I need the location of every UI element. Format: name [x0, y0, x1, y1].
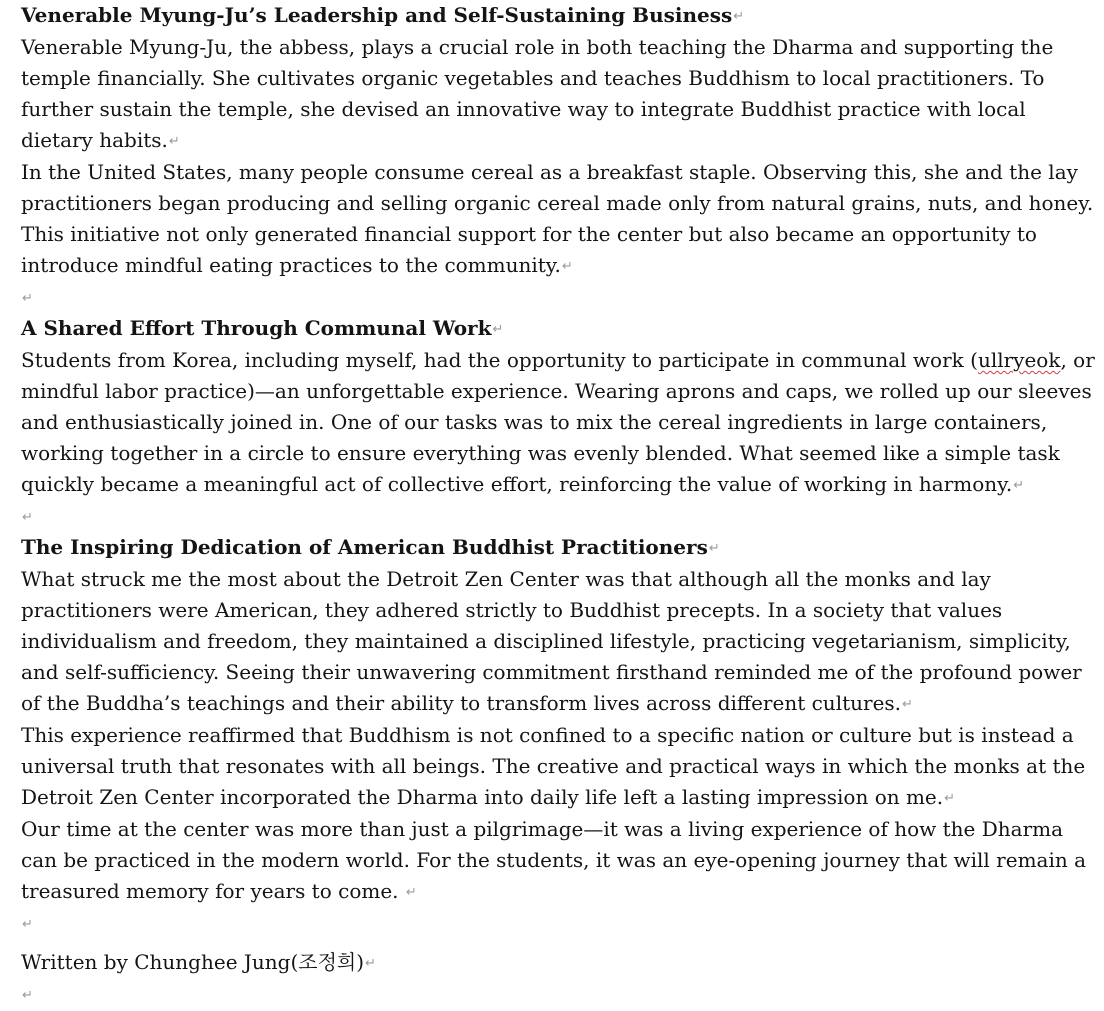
paragraph-mark-icon: ↵	[22, 988, 33, 1003]
section-heading	[21, 313, 1101, 345]
paragraph-text: What struck me the most about the Detroit Zen Center was that although all the monks and lay practitioners were American, they adhered strictly to Buddhist precepts. In a society that values individualism and freedom, they maintained a disciplined lifestyle, practicing vegetarianism, simplicity, and self-sufficiency. Seeing their unwavering commitment firsthand reminded me of the profound power of the Buddha’s teachings and their ability to transform lives across different cultures.	[21, 567, 1082, 715]
paragraph-mark-icon: ↵	[561, 259, 573, 274]
signature-text: Written by Chunghee Jung(조정희)	[21, 950, 365, 974]
paragraph-text: Our time at the center was more than just a pilgrimage—it was a living experience of how the Dharma can be practiced in the modern world. For the students, it was an eye-opening journey that will remain a treasured memory for years to come.	[21, 817, 1087, 903]
paragraph-text: Venerable Myung-Ju, the abbess, plays a crucial role in both teaching the Dharma and supporting the temple financially. She cultivates organic vegetables and teaches Buddhism to local practitioners. To further sustain the temple, she devised an innovative way to integrate Buddhist practice with local dietary habits.	[21, 35, 1054, 152]
misspelled-word[interactable]: ullryeok	[977, 348, 1061, 372]
paragraph-mark-icon: ↵	[22, 291, 33, 306]
body-paragraph	[21, 157, 1101, 282]
empty-paragraph	[21, 908, 1101, 939]
body-paragraph	[21, 720, 1101, 814]
body-paragraph	[21, 814, 1101, 908]
author-signature	[21, 947, 1101, 979]
body-paragraph	[21, 32, 1101, 157]
paragraph-text: This experience reaffirmed that Buddhism is not confined to a specific nation or culture but is instead a universal truth that resonates with all beings. The creative and practical ways in which the monks at the Detroit Zen Center incorporated the Dharma into daily life left a lasting impression on me.	[21, 723, 1086, 809]
paragraph-text: Students from Korea, including myself, had the opportunity to participate in communal work (	[21, 348, 978, 372]
paragraph-mark-icon: ↵	[365, 956, 376, 971]
empty-paragraph	[21, 979, 1101, 1010]
paragraph-mark-icon: ↵	[733, 9, 745, 24]
paragraph-mark-icon: ↵	[22, 917, 33, 932]
section-heading	[21, 532, 1101, 564]
paragraph-mark-icon: ↵	[902, 697, 913, 712]
paragraph-text: , or mindful labor practice)—an unforgettable experience. Wearing aprons and caps, we rolled up our sleeves and enthusiastically joined in. One of our tasks was to mix the cereal ingredients in large containers, working together in a circle to ensure everything was evenly blended. What seemed like a simple task quickly became a meaningful act of collective effort, reinforcing the value of working in harmony.	[21, 348, 1095, 496]
heading-text: Venerable Myung-Ju’s Leadership and Self-Sustaining Business	[21, 3, 733, 27]
empty-paragraph	[21, 501, 1101, 532]
heading-text: A Shared Effort Through Communal Work	[21, 316, 492, 340]
body-paragraph	[21, 564, 1101, 720]
paragraph-mark-icon: ↵	[1013, 478, 1025, 493]
paragraph-mark-icon: ↵	[168, 134, 180, 149]
heading-text: The Inspiring Dedication of American Buddhist Practitioners	[21, 535, 708, 559]
paragraph-mark-icon: ↵	[708, 541, 720, 556]
document-body[interactable]	[21, 0, 1101, 1010]
empty-paragraph	[21, 282, 1101, 313]
paragraph-mark-icon: ↵	[492, 322, 504, 337]
body-paragraph	[21, 345, 1101, 501]
paragraph-text: In the United States, many people consume cereal as a breakfast staple. Observing this, she and the lay practitioners began producing and selling organic cereal made only from natural grains, nuts, and honey. This initiative not only generated financial support for the center but also became an opportunity to introduce mindful eating practices to the community.	[21, 160, 1094, 277]
paragraph-mark-icon: ↵	[405, 885, 417, 900]
paragraph-mark-icon: ↵	[944, 791, 956, 806]
section-heading	[21, 0, 1101, 32]
paragraph-mark-icon: ↵	[22, 510, 33, 525]
